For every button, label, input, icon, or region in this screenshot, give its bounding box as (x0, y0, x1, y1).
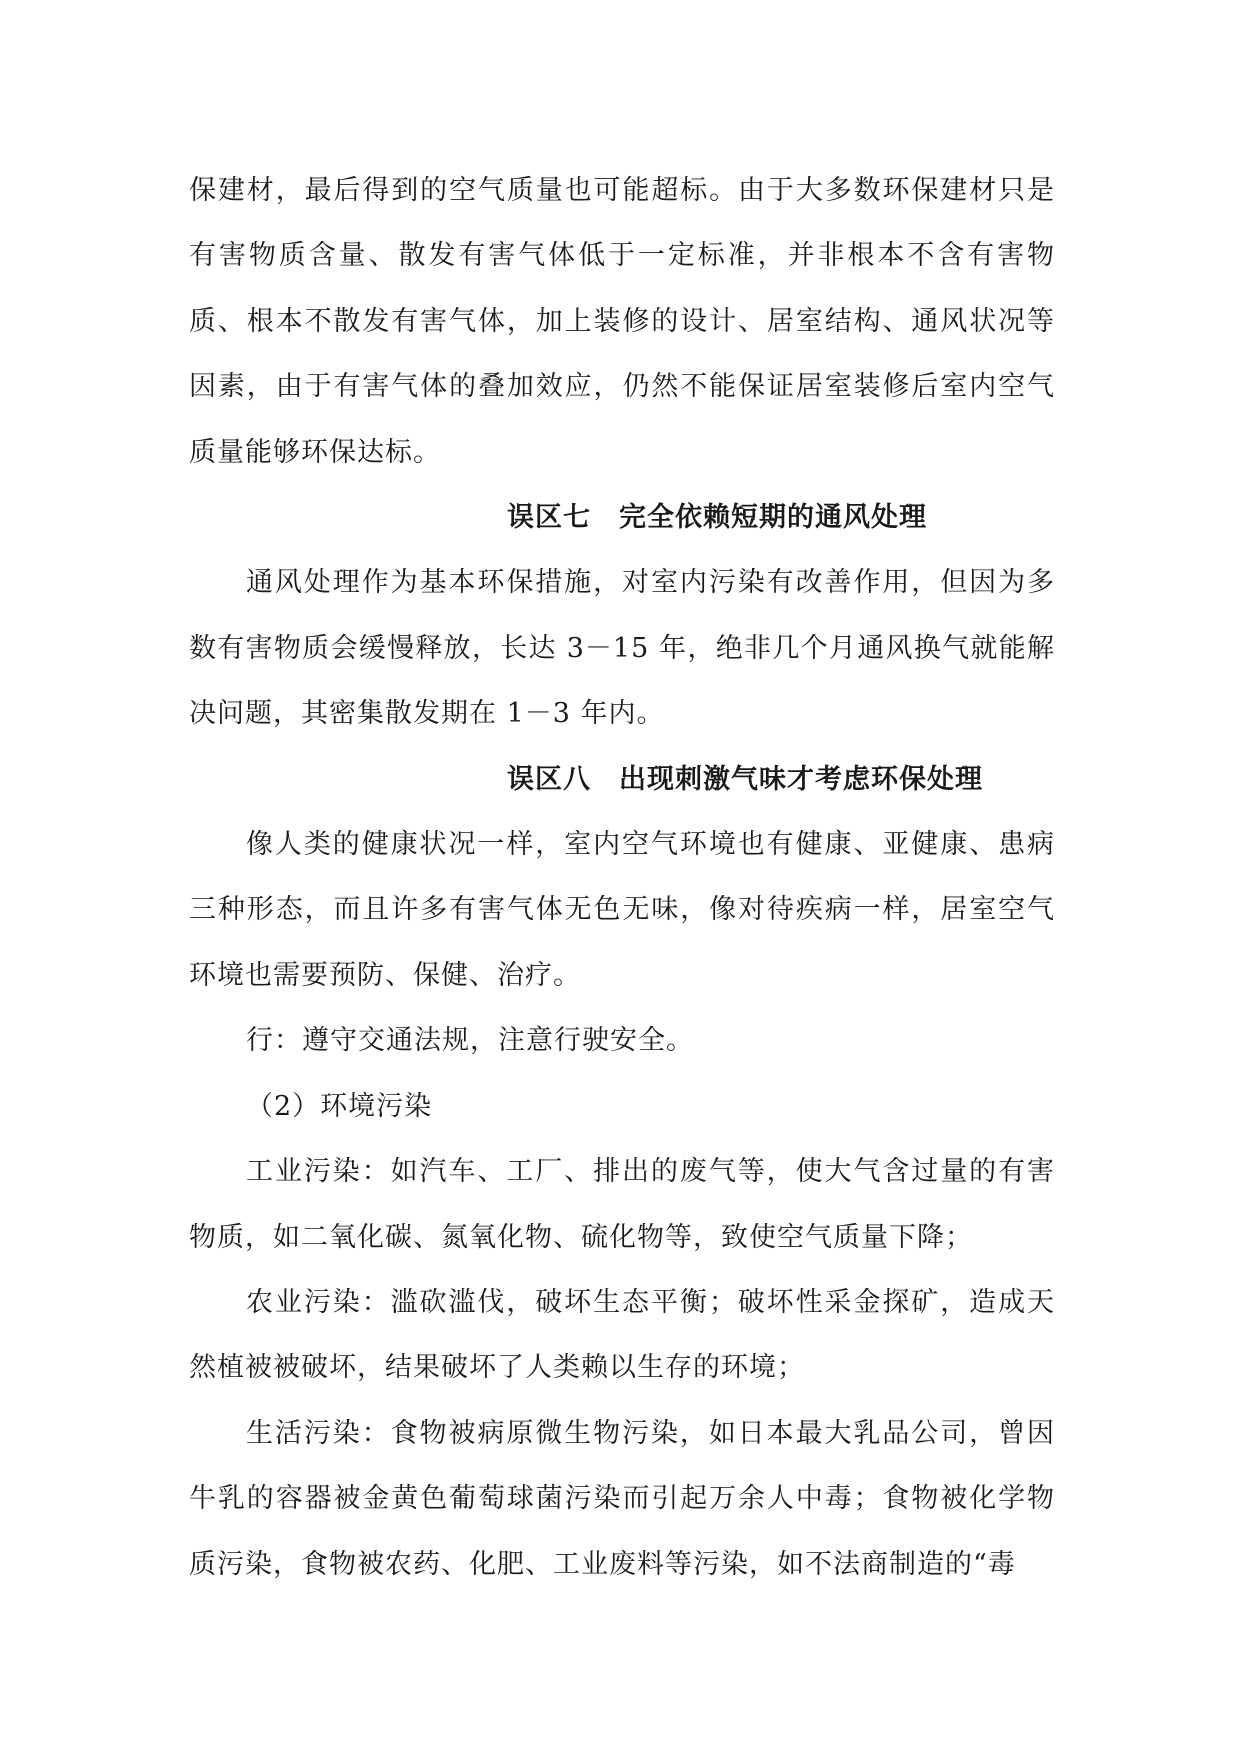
paragraph-domestic-pollution: 生活污染：食物被病原微生物污染，如日本最大乳品公司，曾因牛乳的容器被金黄色葡萄球菌污染而引起万余人中毒；食物被化学物质污染，食物被农药、化肥、工业废料等污染，如不法商制造的“毒 (189, 1417, 1055, 1580)
section-heading-myth-8: 误区八 出现刺激气味才考虑环保处理 (507, 763, 983, 795)
document-body (189, 158, 1055, 1597)
paragraph-agricultural-pollution: 农业污染：滥砍滥伐，破坏生态平衡；破坏性采金探矿，造成天然植被被破坏，结果破坏了人类赖以生存的环境； (189, 1286, 1055, 1384)
paragraph-continuation: 保建材，最后得到的空气质量也可能超标。由于大多数环保建材只是有害物质含量、散发有害气体低于一定标准，并非根本不含有害物质、根本不散发有害气体，加上装修的设计、居室结构、通风状况等因素，由于有害气体的叠加效应，仍然不能保证居室装修后室内空气质量能够环保达标。 (189, 175, 1055, 468)
subheading-environmental-pollution: （2）环境污染 (246, 1090, 433, 1122)
paragraph-industrial-pollution: 工业污染：如汽车、工厂、排出的废气等，使大气含过量的有害物质，如二氧化碳、氮氧化物、硫化物等，致使空气质量下降； (189, 1156, 1055, 1253)
paragraph-air-health: 像人类的健康状况一样，室内空气环境也有健康、亚健康、患病三种形态，而且许多有害气体无色无味，像对待疾病一样，居室空气环境也需要预防、保健、治疗。 (189, 829, 1055, 991)
paragraph-traffic: 行：遵守交通法规，注意行驶安全。 (246, 1025, 694, 1057)
section-heading-myth-7: 误区七 完全依赖短期的通风处理 (507, 502, 927, 534)
paragraph-ventilation: 通风处理作为基本环保措施，对室内污染有改善作用，但因为多数有害物质会缓慢释放，长达 3－15 年，绝非几个月通风换气就能解决问题，其密集散发期在 1－3 年内。 (189, 567, 1055, 730)
